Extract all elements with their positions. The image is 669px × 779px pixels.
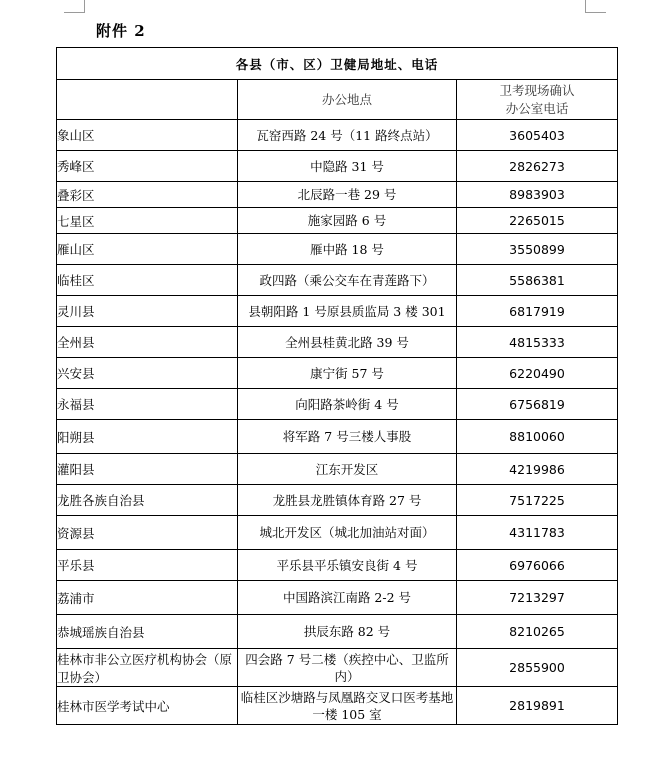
table-row	[57, 120, 618, 151]
row-name: 恭城瑶族自治县	[57, 615, 238, 649]
row-name: 阳朔县	[57, 420, 238, 454]
header-address: 办公地点	[238, 80, 457, 120]
row-phone: 2819891	[457, 687, 618, 725]
row-name: 秀峰区	[57, 151, 238, 182]
header-phone-line1: 卫考现场确认	[499, 82, 575, 98]
row-address: 雁中路 18 号	[238, 234, 457, 265]
row-name: 灌阳县	[57, 454, 238, 485]
header-phone-line2: 办公室电话	[505, 100, 569, 116]
row-address: 拱辰东路 82 号	[238, 615, 457, 649]
row-address: 县朝阳路 1 号原县质监局 3 楼 301	[238, 296, 457, 327]
row-phone: 2265015	[457, 208, 618, 234]
table-row	[57, 296, 618, 327]
row-name: 雁山区	[57, 234, 238, 265]
row-name: 象山区	[57, 120, 238, 151]
table-row	[57, 182, 618, 208]
row-phone: 4815333	[457, 327, 618, 358]
page-corner-mark-right	[585, 0, 606, 13]
row-address: 康宁街 57 号	[238, 358, 457, 389]
row-name: 七星区	[57, 208, 238, 234]
row-phone: 4219986	[457, 454, 618, 485]
row-phone: 6756819	[457, 389, 618, 420]
attachment-label: 附件 2	[96, 22, 146, 40]
table-title-row	[57, 48, 618, 80]
table-row	[57, 234, 618, 265]
table-row	[57, 550, 618, 581]
table-row	[57, 208, 618, 234]
table-row	[57, 389, 618, 420]
address-phone-table	[56, 47, 618, 725]
row-address: 江东开发区	[238, 454, 457, 485]
table-row	[57, 581, 618, 615]
header-name	[57, 80, 238, 120]
row-address: 全州县桂黄北路 39 号	[238, 327, 457, 358]
table-row	[57, 265, 618, 296]
row-phone: 6976066	[457, 550, 618, 581]
row-phone: 7517225	[457, 485, 618, 516]
row-name: 叠彩区	[57, 182, 238, 208]
row-phone: 2855900	[457, 649, 618, 687]
row-phone: 6817919	[457, 296, 618, 327]
row-address: 城北开发区（城北加油站对面）	[238, 516, 457, 550]
header-phone	[457, 80, 618, 120]
row-phone: 2826273	[457, 151, 618, 182]
row-phone: 5586381	[457, 265, 618, 296]
row-address: 四会路 7 号二楼（疾控中心、卫监所内）	[238, 649, 457, 687]
row-address: 向阳路茶岭街 4 号	[238, 389, 457, 420]
row-address: 平乐县平乐镇安良街 4 号	[238, 550, 457, 581]
row-address: 龙胜县龙胜镇体育路 27 号	[238, 485, 457, 516]
row-name: 桂林市医学考试中心	[57, 687, 238, 725]
row-name: 全州县	[57, 327, 238, 358]
row-phone: 7213297	[457, 581, 618, 615]
table-row	[57, 516, 618, 550]
row-phone: 8810060	[457, 420, 618, 454]
row-address: 北辰路一巷 29 号	[238, 182, 457, 208]
row-address: 中国路滨江南路 2-2 号	[238, 581, 457, 615]
table-title: 各县（市、区）卫健局地址、电话	[57, 48, 618, 80]
table-row	[57, 649, 618, 687]
table-body	[57, 120, 618, 725]
row-phone: 8983903	[457, 182, 618, 208]
row-phone: 8210265	[457, 615, 618, 649]
row-name: 资源县	[57, 516, 238, 550]
table-row	[57, 327, 618, 358]
row-phone: 4311783	[457, 516, 618, 550]
table-row	[57, 615, 618, 649]
table-row	[57, 485, 618, 516]
table-row	[57, 151, 618, 182]
table-row	[57, 358, 618, 389]
row-address: 将军路 7 号三楼人事股	[238, 420, 457, 454]
row-address: 中隐路 31 号	[238, 151, 457, 182]
row-address: 瓦窑西路 24 号（11 路终点站）	[238, 120, 457, 151]
row-address: 施家园路 6 号	[238, 208, 457, 234]
row-name: 灵川县	[57, 296, 238, 327]
table-row	[57, 420, 618, 454]
row-phone: 3605403	[457, 120, 618, 151]
row-name: 临桂区	[57, 265, 238, 296]
row-name: 平乐县	[57, 550, 238, 581]
row-name: 龙胜各族自治县	[57, 485, 238, 516]
row-name: 荔浦市	[57, 581, 238, 615]
row-phone: 3550899	[457, 234, 618, 265]
page-corner-mark-left	[64, 0, 85, 13]
row-name: 桂林市非公立医疗机构协会（原卫协会）	[57, 649, 238, 687]
row-phone: 6220490	[457, 358, 618, 389]
row-name: 兴安县	[57, 358, 238, 389]
row-name: 永福县	[57, 389, 238, 420]
row-address: 临桂区沙塘路与凤凰路交叉口医考基地一楼 105 室	[238, 687, 457, 725]
table-header-row	[57, 80, 618, 120]
table-row	[57, 687, 618, 725]
table-row	[57, 454, 618, 485]
row-address: 政四路（乘公交车在青莲路下）	[238, 265, 457, 296]
